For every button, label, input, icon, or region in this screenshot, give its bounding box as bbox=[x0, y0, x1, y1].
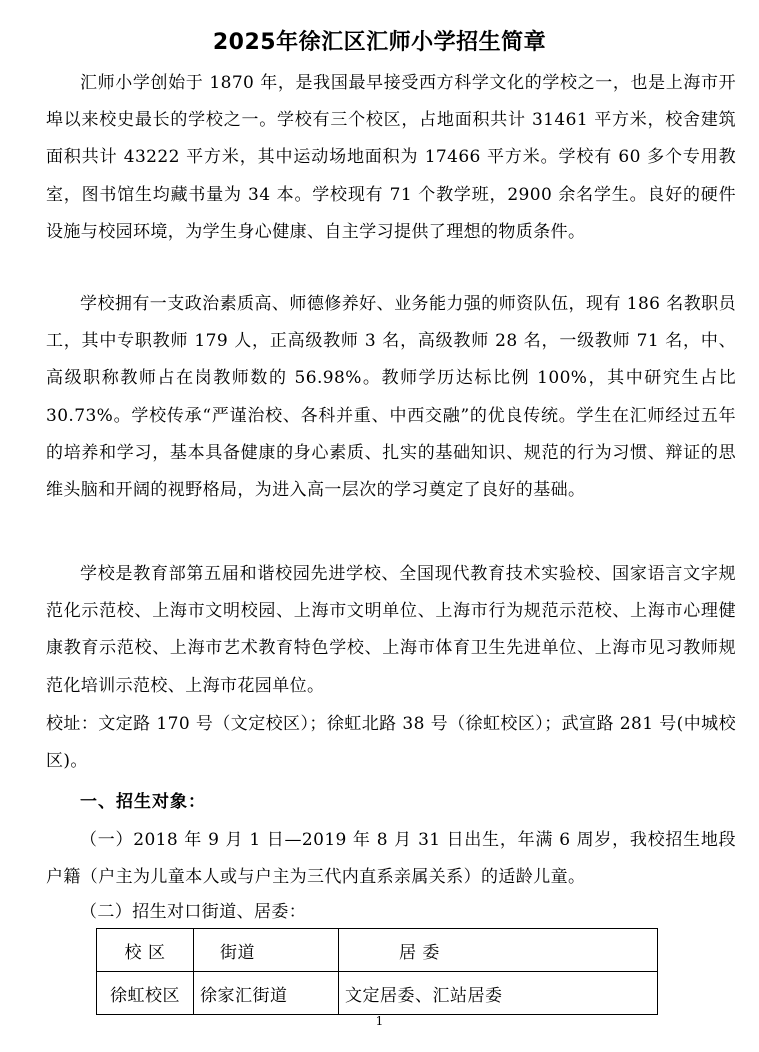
header-campus: 校 区 bbox=[97, 929, 194, 972]
sub-heading-districts: （二）招生对口街道、居委： bbox=[80, 902, 307, 922]
intro-paragraph: 汇师小学创始于 1870 年，是我国最早接受西方科学文化的学校之一，也是上海市开埠以来校史最长的学校之一。学校有三个校区，占地面积共计 31461 平方米，校舍建筑面积共计 43222 平方米，其中运动场地面积为 17466 平方米。学校有 60 多个专用教室，图书馆生均藏书量为 34 本。学校现有 71 个教学班，2900 余名学生。良好的硬件设施与校园环境，为学生身心健康、自主学习提供了理想的物质条件。 bbox=[46, 73, 736, 242]
page-number: 1 bbox=[375, 1014, 384, 1028]
table-header-row bbox=[97, 929, 658, 972]
header-committee: 居 委 bbox=[339, 929, 658, 972]
faculty-paragraph: 学校拥有一支政治素质高、师德修养好、业务能力强的师资队伍，现有 186 名教职员工，其中专职教师 179 人，正高级教师 3 名，高级教师 28 名，一级教师 71 名，中、高级职称教师占在岗教师数的 56.98%。教师学历达标比例 100%，其中研究生占比 30.73%。学校传承“严谨治校、各科并重、中西交融”的优良传统。学生在汇师经过五年的培养和学习，基本具备健康的身心素质、扎实的基础知识、规范的行为习惯、辩证的思维头脑和开阔的视野格局，为进入高一层次的学习奠定了良好的基础。 bbox=[46, 294, 736, 501]
honors-paragraph: 学校是教育部第五届和谐校园先进学校、全国现代教育技术实验校、国家语言文字规范化示范校、上海市文明校园、上海市文明单位、上海市行为规范示范校、上海市心理健康教育示范校、上海市艺术教育特色学校、上海市体育卫生先进单位、上海市见习教师规范化培训示范校、上海市花园单位。 bbox=[46, 564, 736, 696]
document-title: 2025年徐汇区汇师小学招生简章 bbox=[212, 30, 547, 55]
district-table bbox=[96, 928, 658, 1015]
enrollment-criteria-paragraph: （一）2018 年 9 月 1 日—2019 年 8 月 31 日出生，年满 6 周岁，我校招生地段户籍（户主为儿童本人或与户主为三代内直系亲属关系）的适龄儿童。 bbox=[46, 830, 736, 888]
cell-street: 徐家汇街道 bbox=[194, 972, 339, 1015]
table-row bbox=[97, 972, 658, 1015]
cell-committee: 文定居委、汇站居委 bbox=[339, 972, 658, 1015]
cell-campus: 徐虹校区 bbox=[97, 972, 194, 1015]
address-paragraph: 校址：文定路 170 号（文定校区）；徐虹北路 38 号（徐虹校区）；武宣路 281 号(中城校区)。 bbox=[46, 714, 736, 772]
section-heading-enrollment-targets: 一、招生对象： bbox=[80, 792, 206, 812]
header-street: 街道 bbox=[194, 929, 339, 972]
